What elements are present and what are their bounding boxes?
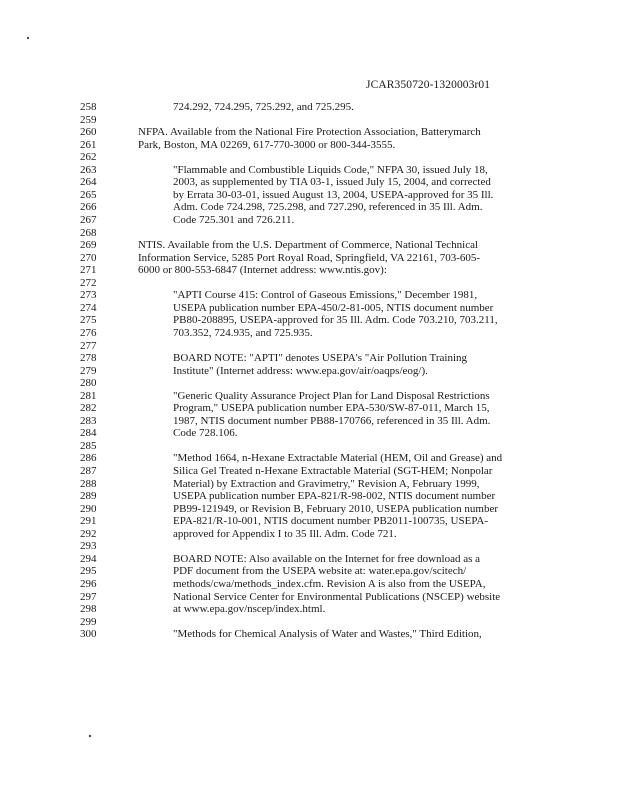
line-text: 1987, NTIS document number PB88-170766, referenced in 35 Ill. Adm. <box>173 414 491 427</box>
line-number: 286 <box>80 452 97 465</box>
line-text: 724.292, 724.295, 725.292, and 725.295. <box>173 101 354 113</box>
line-text: National Service Center for Environmental Publications (NSCEP) website <box>173 590 501 603</box>
line-number: 290 <box>80 502 97 515</box>
line-number: 283 <box>80 414 97 427</box>
line-text: NFPA. Available from the National Fire Protection Association, Batterymarch <box>138 126 481 139</box>
line-number: 271 <box>80 264 97 277</box>
line-text: 703.352, 724.935, and 725.935. <box>173 326 313 339</box>
line-text: 6000 or 800-553-6847 (Internet address: www.ntis.gov): <box>138 264 387 277</box>
line-number: 285 <box>80 439 97 452</box>
line-number: 280 <box>80 377 97 390</box>
line-text: Park, Boston, MA 02269, 617-770-3000 or 800-344-3555. <box>138 138 396 151</box>
line-number: 291 <box>80 515 97 528</box>
line-text: "Methods for Chemical Analysis of Water and Wastes," Third Edition, <box>173 628 482 641</box>
line-text: Program," USEPA publication number EPA-530/SW-87-011, March 15, <box>173 402 490 415</box>
line-text: approved for Appendix I to 35 Ill. Adm. Code 721. <box>173 527 397 540</box>
line-number: 294 <box>80 552 97 565</box>
line-number: 266 <box>80 201 97 214</box>
line-number: 273 <box>80 289 97 302</box>
line-text: Code 725.301 and 726.211. <box>173 213 295 226</box>
line-text: EPA-821/R-10-001, NTIS document number PB2011-100735, USEPA- <box>173 515 489 528</box>
line-text: USEPA publication number EPA-821/R-98-002, NTIS document number <box>173 490 496 503</box>
line-text: methods/cwa/methods_index.cfm. Revision A is also from the USEPA, <box>173 577 486 590</box>
line-number: 281 <box>80 389 97 402</box>
line-text: BOARD NOTE: Also available on the Internet for free download as a <box>173 552 480 565</box>
line-text: at www.epa.gov/nscep/index.html. <box>173 603 326 615</box>
line-number: 300 <box>80 628 97 641</box>
line-number: 282 <box>80 402 97 415</box>
line-number: 264 <box>80 176 97 189</box>
line-number: 296 <box>80 577 97 590</box>
line-number: 262 <box>80 151 97 164</box>
line-number: 261 <box>80 138 97 151</box>
line-text: NTIS. Available from the U.S. Department of Commerce, National Technical <box>138 239 479 252</box>
line-number: 298 <box>80 603 97 615</box>
line-text: 2003, as supplemented by TIA 03-1, issued July 15, 2004, and corrected <box>173 176 491 189</box>
line-text: PB80-208895, USEPA-approved for 35 Ill. Adm. Code 703.210, 703.211, <box>173 314 498 327</box>
line-number: 270 <box>80 251 97 264</box>
line-text: "Flammable and Combustible Liquids Code," NFPA 30, issued July 18, <box>173 163 488 176</box>
line-number: 297 <box>80 590 97 603</box>
line-number: 279 <box>80 364 97 377</box>
line-number: 272 <box>80 276 97 289</box>
document-id: JCAR350720-1320003r01 <box>366 79 491 91</box>
scan-speck <box>89 735 91 737</box>
line-number: 289 <box>80 490 97 503</box>
scan-speck <box>27 37 29 39</box>
line-number: 258 <box>80 101 97 113</box>
line-text: Adm. Code 724.298, 725.298, and 727.290, referenced in 35 Ill. Adm. <box>173 201 483 214</box>
line-number: 299 <box>80 615 97 628</box>
line-number: 284 <box>80 427 97 440</box>
line-number: 278 <box>80 352 97 364</box>
line-text: "Generic Quality Assurance Project Plan for Land Disposal Restrictions <box>173 389 490 402</box>
line-text: PB99-121949, or Revision B, February 2010, USEPA publication number <box>173 502 499 515</box>
line-number: 276 <box>80 326 97 339</box>
line-number: 265 <box>80 188 97 201</box>
line-number: 274 <box>80 301 97 314</box>
line-number: 287 <box>80 465 97 477</box>
line-number: 288 <box>80 477 97 490</box>
line-number: 260 <box>80 126 97 139</box>
line-number: 295 <box>80 565 97 578</box>
line-text: Information Service, 5285 Port Royal Road, Springfield, VA 22161, 703-605- <box>138 251 481 264</box>
line-text: BOARD NOTE: "APTI" denotes USEPA's "Air Pollution Training <box>173 352 468 364</box>
line-number: 267 <box>80 213 97 226</box>
line-text: "Method 1664, n-Hexane Extractable Material (HEM, Oil and Grease) and <box>173 452 503 465</box>
line-text: by Errata 30-03-01, issued August 13, 2004, USEPA-approved for 35 Ill. <box>173 188 494 201</box>
line-number: 277 <box>80 339 97 352</box>
line-number: 269 <box>80 239 97 252</box>
line-text: Institute" (Internet address: www.epa.gov/air/oaqps/eog/). <box>173 364 428 377</box>
document-line <box>0 627 618 641</box>
line-text: USEPA publication number EPA-450/2-81-005, NTIS document number <box>173 301 494 314</box>
line-number: 259 <box>80 113 97 126</box>
line-text: Material) by Extraction and Gravimetry," Revision A, February 1999, <box>173 477 480 490</box>
line-number: 292 <box>80 527 97 540</box>
line-number: 263 <box>80 163 97 176</box>
line-number: 275 <box>80 314 97 327</box>
line-text: Silica Gel Treated n-Hexane Extractable Material (SGT-HEM; Nonpolar <box>173 465 493 477</box>
line-number: 268 <box>80 226 97 239</box>
line-text: Code 728.106. <box>173 427 238 440</box>
line-text: PDF document from the USEPA website at: water.epa.gov/scitech/ <box>173 565 467 578</box>
line-text: "APTI Course 415: Control of Gaseous Emissions," December 1981, <box>173 289 478 302</box>
line-number: 293 <box>80 540 97 553</box>
